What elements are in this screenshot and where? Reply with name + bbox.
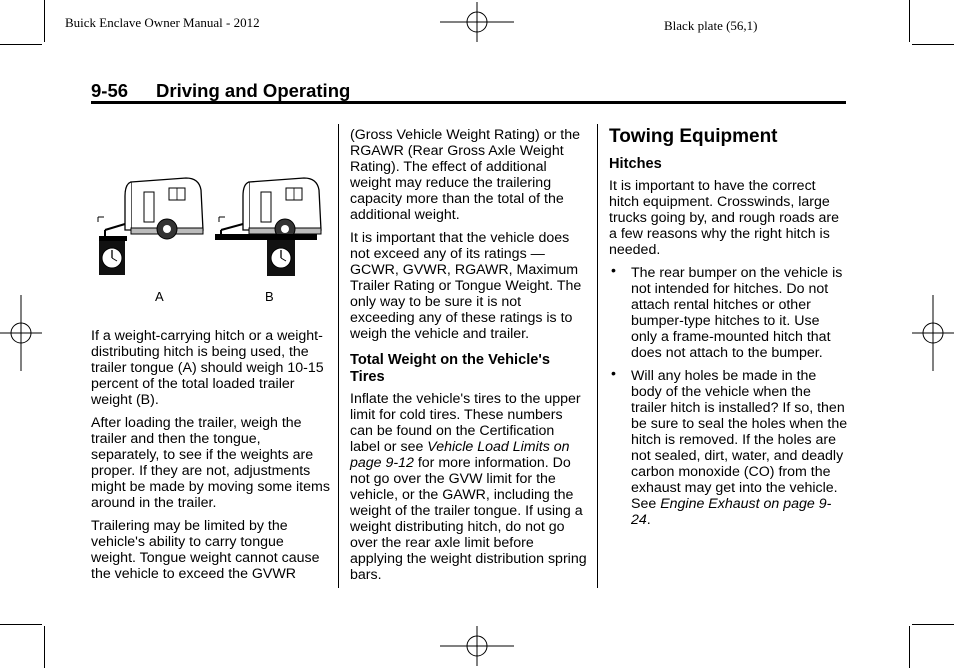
- print-header-right: Black plate (56,1): [664, 18, 758, 33]
- section-heading: [91, 80, 350, 102]
- crop-mark: [912, 624, 954, 625]
- paragraph: Trailering may be limited by the vehicle's ability to carry tongue weight. Tongue weight cannot cause the vehicle to exceed the GVWR: [91, 518, 320, 582]
- crop-mark: [909, 0, 910, 42]
- cross-reference-link[interactable]: Vehicle Load Limits on page 9-12: [350, 439, 570, 471]
- column-divider: [338, 124, 339, 588]
- bullet-icon: •: [611, 366, 616, 382]
- paragraph: It is important that the vehicle does not exceed any of its ratings — GCWR, GVWR, RGAWR, Maximum Trailer Rating or Tongue Weight. The only way to be sure it is not exceeding any of these ratings is to weigh the vehicle and trailer.: [350, 230, 582, 342]
- crop-mark: [44, 0, 45, 42]
- paragraph: After loading the trailer, weigh the trailer and then the tongue, separately, to see if the weights are proper. If they are not, adjustments might be made by moving some items around in the trailer.: [91, 415, 330, 511]
- list-item: • The rear bumper on the vehicle is not intended for hitches. Do not attach rental hitches or other bumper-type hitches to it. Use only a frame-mounted hitch that does not attach to the bumper.: [611, 263, 843, 361]
- subheading: Hitches: [609, 156, 662, 172]
- paragraph: It is important to have the correct hitch equipment. Crosswinds, large trucks going by, and rough roads are a few reasons why the right hitch is needed.: [609, 178, 840, 258]
- cross-reference-link[interactable]: Engine Exhaust on page 9-24: [631, 496, 832, 528]
- column-2: [350, 127, 588, 590]
- registration-mark-bottom: [440, 626, 514, 666]
- bullet-list: [609, 265, 849, 528]
- list-item: • Will any holes be made in the body of the vehicle when the trailer hitch is installed? If so, then be sure to seal the holes when the hitch is removed. If the holes are not sealed, dirt, water, and deadly carbon monoxide (CO) from the exhaust may get into the vehicle. See Engine Exhaust on page 9-24.: [611, 366, 848, 528]
- crop-mark: [909, 626, 910, 668]
- tongue-weight-figure: [91, 168, 327, 308]
- section-title: Driving and Operating: [156, 80, 351, 101]
- registration-mark-left: [0, 295, 42, 371]
- crop-mark: [0, 44, 42, 45]
- column-1: [91, 328, 331, 589]
- column-3: [609, 126, 849, 535]
- crop-mark: [44, 626, 45, 668]
- paragraph: Inflate the vehicle's tires to the upper limit for cold tires. These numbers can be found on the Certification label or see Vehicle Load Limits on page 9-12 for more information. Do not go over the GVW limit for the vehicle, or the GAWR, including the weight of the trailer tongue. If using a weight distributing hitch, do not go over the rear axle limit before applying the weight distribution spring bars.: [350, 391, 587, 583]
- page-number: 9-56: [91, 80, 129, 101]
- crop-mark: [912, 44, 954, 45]
- trailer-b-illustration: [215, 178, 321, 240]
- subheading: Total Weight on the Vehicle's Tires: [350, 352, 550, 385]
- heading-rule: [91, 101, 846, 104]
- figure-label-b: B: [265, 289, 274, 304]
- bullet-icon: •: [611, 263, 616, 279]
- print-header-left: Buick Enclave Owner Manual - 2012: [65, 15, 260, 30]
- column-divider: [597, 124, 598, 588]
- paragraph: If a weight-carrying hitch or a weight-distributing hitch is being used, the trailer tongue (A) should weigh 10-15 percent of the total loaded trailer weight (B).: [91, 328, 324, 408]
- figure-label-a: A: [155, 289, 164, 304]
- trailer-a-illustration: [98, 178, 203, 241]
- crop-mark: [0, 624, 42, 625]
- registration-mark-right: [912, 295, 954, 371]
- paragraph: (Gross Vehicle Weight Rating) or the RGAWR (Rear Gross Axle Weight Rating). The effect of additional weight may reduce the trailering capacity more than the total of the additional weight.: [350, 127, 580, 223]
- section-subtitle: Towing Equipment: [609, 126, 778, 147]
- registration-mark-top: [440, 2, 514, 42]
